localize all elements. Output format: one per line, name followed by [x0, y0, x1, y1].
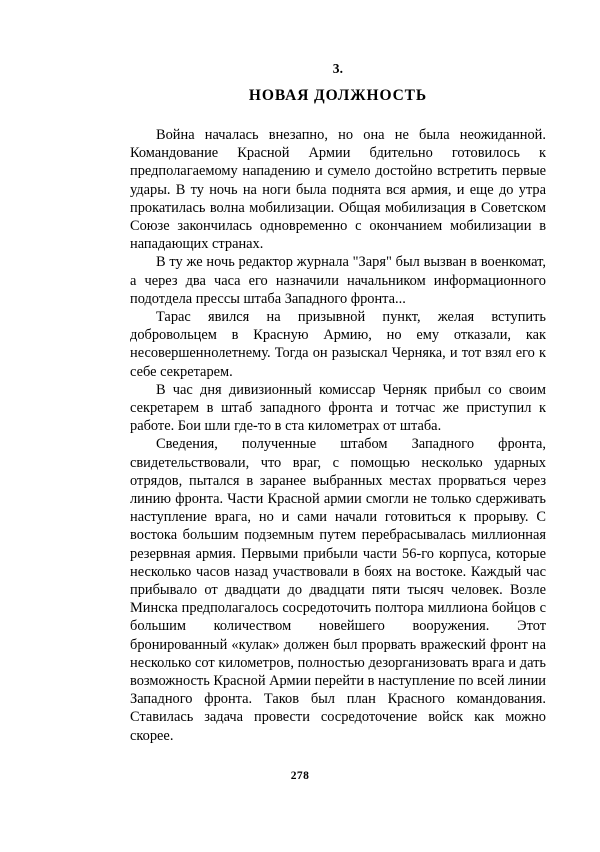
- chapter-title: НОВАЯ ДОЛЖНОСТЬ: [248, 86, 428, 104]
- paragraph: Сведения, полученные штабом Западного фронта, свидетельствовали, что враг, с помощью несколько ударных отрядов, пытался в заранее выбранных местах прорваться через линию фронта. Части Красной армии смогли не только сдерживать наступление врага, но и сами начали готовиться к прорыву. С востока большим подземным путем перебрасывалась миллионная резервная армия. Первыми прибыли части 56-го корпуса, которые несколько часов назад участвовали в боях на востоке. Каждый час прибывало от двадцати до двадцати пяти тысяч человек. Возле Минска предполагалось сосредоточить полтора миллиона бойцов с большим количеством новейшего вооружения. Этот бронированный «кулак» должен был прорвать вражеский фронт на несколько сот километров, полностью дезорганизовать врага и дать возможность Красной Армии перейти в наступление по всей линии Западного фронта. Таков был план Красного командования. Ставилась задача провести сосредоточение войск как можно скорее.: [130, 436, 546, 744]
- paragraph: Тарас явился на призывной пункт, желая вступить добровольцем в Красную Армию, но ему отказали, как несовершеннолетнему. Тогда он разыскал Черняка, и тот взял его к себе секретарем.: [130, 308, 546, 380]
- page-number: 278: [290, 770, 310, 782]
- chapter-number: 3.: [332, 61, 344, 76]
- page-content: [130, 0, 546, 745]
- paragraph: В час дня дивизионный комиссар Черняк прибыл со своим секретарем в штаб западного фронта и тотчас же приступил к работе. Бои шли где-то в ста километрах от штаба.: [130, 381, 546, 435]
- body-text: [130, 126, 546, 745]
- paragraph: Война началась внезапно, но она не была неожиданной. Командование Красной Армии бдительно готовилось к предполагаемому нападению и сумело достойно встретить первые удары. В ту ночь на ноги была поднята вся армия, и еще до утра прокатилась волна мобилизации. Общая мобилизация в Советском Союзе закончилась одновременно с окончанием мобилизации в нападающих странах.: [130, 126, 546, 253]
- paragraph: В ту же ночь редактор журнала "Заря" был вызван в военкомат, а через два часа его назначили начальником информационного подотдела прессы штаба Западного фронта...: [130, 254, 546, 307]
